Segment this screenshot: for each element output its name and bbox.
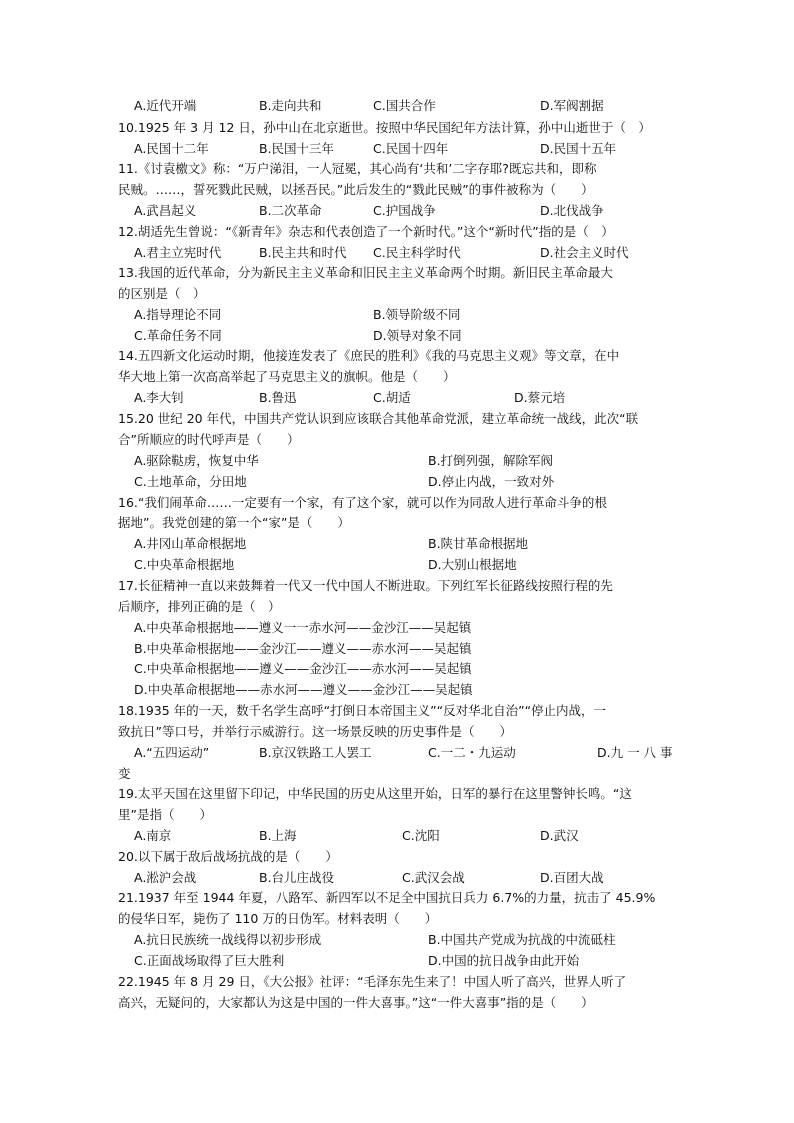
option: D.百团大战	[540, 870, 604, 885]
option: D.军阀割据	[540, 98, 604, 113]
option: C.革命任务不同	[134, 328, 222, 343]
option: B.领导阶级不同	[373, 307, 461, 322]
option: B.民主共和时代	[259, 245, 347, 260]
option: D.武汉	[540, 828, 579, 843]
question-stem: 15.20 世纪 20 年代，中国共产党认识到应该联合其他革命党派，建立革命统一战线，此次“联	[118, 411, 639, 426]
option: A.中央革命根据地——遵义一一赤水河——金沙江——吴起镇	[134, 620, 472, 635]
option: B.台儿庄战役	[259, 870, 335, 885]
option: D.大别山根据地	[428, 557, 517, 572]
option: D.九 一 八 事	[597, 745, 673, 760]
option: C.土地革命，分田地	[134, 474, 247, 489]
option: D.北伐战争	[540, 203, 604, 218]
question-stem: 19.太平天国在这里留下印记，中华民国的历史从这里开始，日军的暴行在这里警钟长鸣。“这	[118, 786, 632, 801]
question-stem: 16.“我们闹革命……一定要有一个家，有了这个家，就可以作为同敌人进行革命斗争的根	[118, 495, 607, 510]
option: C.护国战争	[373, 203, 436, 218]
option: B.中国共产党成为抗战的中流砥柱	[428, 932, 616, 947]
option-continuation: 变	[118, 766, 131, 781]
option: B.中央革命根据地——金沙江——遵义——赤水河——吴起镇	[134, 641, 472, 656]
option: A.抗日民族统一战线得以初步形成	[134, 932, 322, 947]
option: C.国共合作	[373, 98, 436, 113]
question-stem: 合”所顺应的时代呼声是（ ）	[118, 432, 300, 447]
option: D.中央革命根据地——赤水河——遵义——金沙江——吴起镇	[134, 682, 473, 697]
option: D.民国十五年	[540, 141, 617, 156]
question-stem: 高兴，无疑问的，大家都认为这是中国的一件大喜事。”这“一件大喜事”指的是（ ）	[118, 995, 594, 1010]
question-stem: 的区别是（ ）	[118, 286, 206, 301]
question-stem: 21.1937 年至 1944 年夏，八路军、新四军以不足全中国抗日兵力 6.7%的力量，抗击了 45.9%	[118, 890, 656, 905]
option: D.停止内战，一致对外	[428, 474, 555, 489]
question-stem: 17.长征精神一直以来鼓舞着一代又一代中国人不断进取。下列红军长征路线按照行程的先	[118, 578, 613, 593]
option: A.“五四运动”	[134, 745, 210, 760]
option: B.上海	[259, 828, 297, 843]
option: A.近代开端	[134, 98, 197, 113]
option: B.走向共和	[259, 98, 322, 113]
option: C.沈阳	[402, 828, 440, 843]
question-stem: 22.1945 年 8 月 29 日，《大公报》社评：“毛泽东先生来了！中国人听了高兴，世界人听了	[118, 974, 627, 989]
option: D.社会主义时代	[540, 245, 629, 260]
question-stem: 13.我国的近代革命，分为新民主主义革命和旧民主主义革命两个时期。新旧民主革命最大	[118, 265, 613, 280]
question-stem: 致抗日”等口号，并举行示威游行。这一场景反映的历史事件是（ ）	[118, 724, 512, 739]
question-stem: 11.《讨袁檄文》称：“万户涕泪，一人冠冕，其心尚有‘共和’二字存耶?既忘共和，即称	[118, 161, 597, 176]
option: B.陕甘革命根据地	[428, 536, 529, 551]
option: B.鲁迅	[259, 390, 297, 405]
option: A.驱除鞑虏，恢复中华	[134, 453, 259, 468]
option: A.君主立宪时代	[134, 245, 222, 260]
option: A.指导理论不同	[134, 307, 222, 322]
option: B.民国十三年	[259, 141, 335, 156]
option: C.一二・九运动	[428, 745, 516, 760]
option: A.南京	[134, 828, 172, 843]
option: A.井冈山革命根据地	[134, 536, 247, 551]
option: A.武昌起义	[134, 203, 197, 218]
question-stem: 14.五四新文化运动时期，他接连发表了《庶民的胜利》《我的马克思主义观》等文章，在中	[118, 348, 620, 363]
option: C.中央革命根据地	[134, 557, 235, 572]
option: A.淞沪会战	[134, 870, 197, 885]
option: A.李大钊	[134, 390, 184, 405]
option: D.蔡元培	[514, 390, 566, 405]
option: C.胡适	[373, 390, 411, 405]
question-stem: 后顺序，排列正确的是（ ）	[118, 599, 281, 614]
option: C.民主科学时代	[373, 245, 461, 260]
option: B.京汉铁路工人罢工	[259, 745, 372, 760]
question-stem: 18.1935 年的一天，数千名学生高呼“打倒日本帝国主义”“反对华北自治”“停止内战，一	[118, 703, 607, 718]
question-stem: 民贼。……，誓死戮此民贼，以拯吾民。”此后发生的“戮此民贼”的事件被称为（ ）	[118, 182, 594, 197]
question-stem: 里”是指（ ）	[118, 807, 212, 822]
question-stem: 12.胡适先生曾说：“《新青年》杂志和代表创造了一个新时代。”这个“新时代”指的是（ ）	[118, 224, 614, 239]
option: A.民国十二年	[134, 141, 209, 156]
option: C.中央革命根据地——遵义——金沙江——赤水河——吴起镇	[134, 661, 472, 676]
option: D.中国的抗日战争由此开始	[428, 953, 580, 968]
question-stem: 的侵华日军，毙伤了 110 万的日伪军。材料表明（ ）	[118, 911, 438, 926]
question-stem: 华大地上第一次高高举起了马克思主义的旗帜。他是（ ）	[118, 369, 456, 384]
option: B.二次革命	[259, 203, 322, 218]
option: C.正面战场取得了巨大胜利	[134, 953, 285, 968]
option: D.领导对象不同	[373, 328, 462, 343]
option: C.民国十四年	[373, 141, 449, 156]
question-stem: 10.1925 年 3 月 12 日，孙中山在北京逝世。按照中华民国纪年方法计算，孙中山逝世于（ ）	[118, 120, 651, 135]
option: B.打倒列强，解除军阀	[428, 453, 554, 468]
question-stem: 20.以下属于敌后战场抗战的是（ ）	[118, 849, 338, 864]
option: C.武汉会战	[402, 870, 465, 885]
question-stem: 据地”。我党创建的第一个“家”是（ ）	[118, 515, 350, 530]
